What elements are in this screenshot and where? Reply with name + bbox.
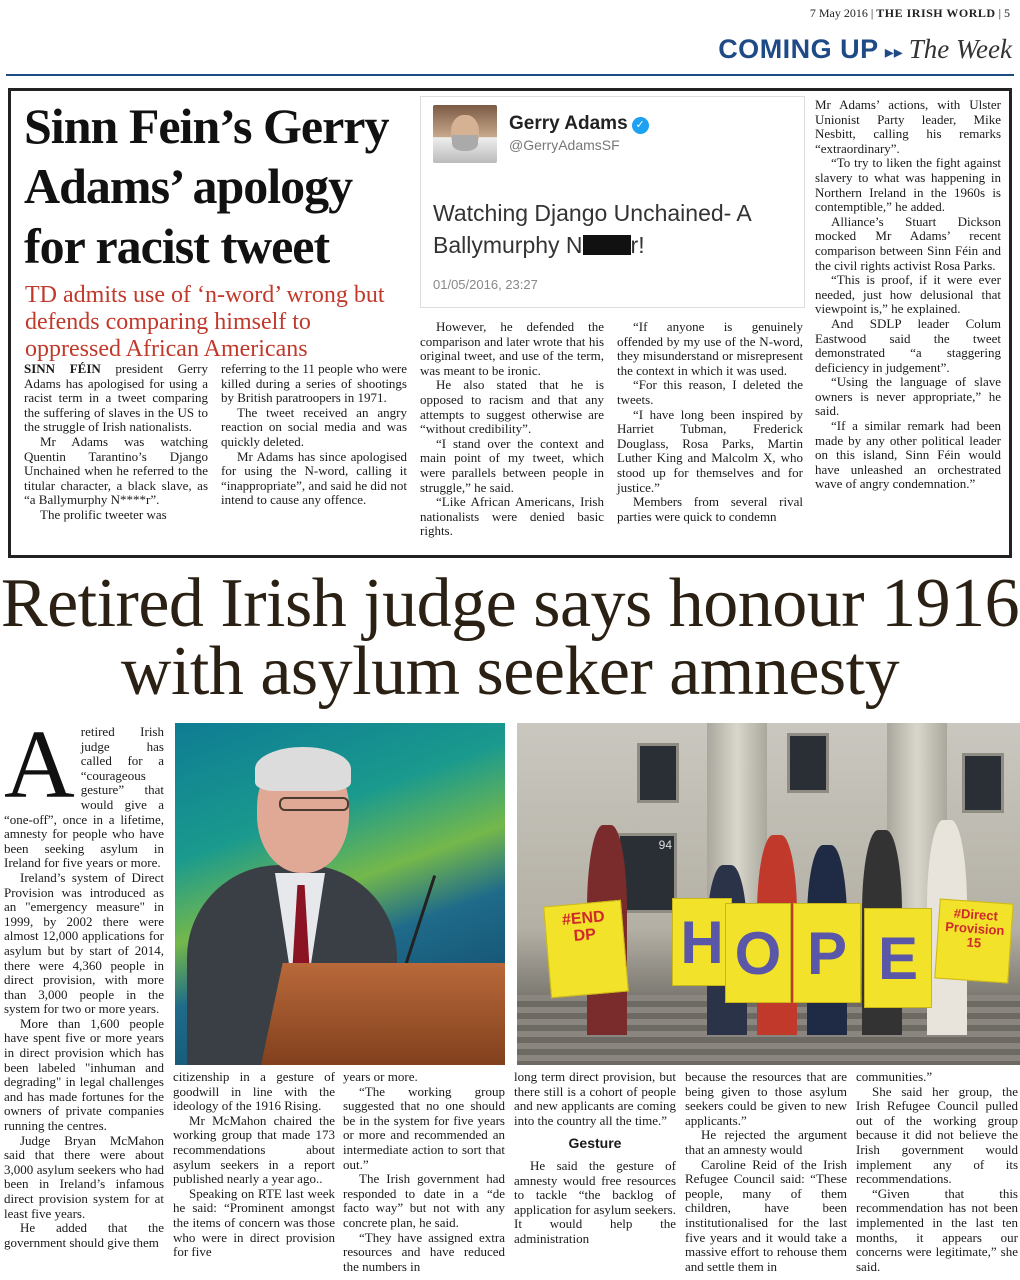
story2-col4-p1: long term direct provision, but there still is a cohort of people and new applicants are coming into the country all the time.” xyxy=(514,1069,676,1128)
story1-col1 xyxy=(24,362,208,523)
story2-col5-p3: Caroline Reid of the Irish Refugee Council said: “These people, many of them children, have been institutionalised for the last five years and it would take a massive effort to rehouse them and settle them in xyxy=(685,1156,847,1274)
story1-col5-p2: “To try to liken the fight against slavery to what was happening in Northern Ireland in the 1960s is contemptible,” he added. xyxy=(815,155,1001,215)
story1-col2-p1: referring to the 11 people who were killed during a series of shootings by British paratroopers in 1971. xyxy=(221,361,407,406)
page-number: 5 xyxy=(1004,6,1010,20)
story1-headline: Sinn Fein’s Gerry Adams’ apology for racist tweet xyxy=(24,98,389,274)
story2-col6-p1: communities.” xyxy=(856,1069,933,1084)
double-arrow-icon: ▸▸ xyxy=(884,42,903,63)
story1-col5 xyxy=(815,98,1001,492)
story1-col4 xyxy=(617,320,803,524)
story1-col1-p3: The prolific tweeter was xyxy=(40,506,167,522)
tweet-card xyxy=(420,96,805,308)
story2-col2-p1: citizenship in a gesture of goodwill in line with the ideology of the 1916 Rising. xyxy=(173,1069,335,1114)
story2-col6 xyxy=(856,1070,1018,1274)
story1-col5-p6: “Using the language of slave owners is never appropriate,” he said. xyxy=(815,374,1001,419)
gesture-subhead: Gesture xyxy=(568,1135,622,1152)
story1-col1-p1: SINN FÉIN president Gerry Adams has apologised for using a racist term in a tweet comparing the suffering of slaves in the US to the struggle of Irish nationalists. xyxy=(24,361,209,435)
story1-col2-p3: Mr Adams has since apologised for using the N-word, calling it “inappropriate”, and said he did not intend to cause any offence. xyxy=(221,448,407,508)
folio: 7 May 2016 | THE IRISH WORLD | 5 xyxy=(809,6,1010,20)
story1-col5-p5: And SDLP leader Colum Eastwood said the tweet demonstrated “a staggering deficiency in judgement”. xyxy=(815,315,1001,375)
story2-col6-p3: “Given that this recommendation has not been implemented in the last ten months, it appears our concerns were legitimate,” she said. xyxy=(856,1185,1018,1274)
story2-headline: Retired Irish judge says honour 1916 with asylum seeker amnesty xyxy=(0,565,1020,710)
story1-subhead: TD admits use of ‘n-word’ wrong but defends comparing himself to oppressed African Americans xyxy=(25,282,385,362)
story1-col5-p3: Alliance’s Stuart Dickson mocked Mr Adams’ recent comparison between Sinn Féin and the civil rights activist Rosa Parks. xyxy=(815,213,1001,273)
story2-col2-p2: Mr McMahon chaired the working group that made 173 recommendations about asylum seekers in a report published nearly a year ago.. xyxy=(173,1112,335,1187)
sign-letter-e: E xyxy=(864,908,932,1008)
story2-col3-p2: “The working group suggested that no one should be in the system for five years or more and recommended an intermediate action to sort that out.” xyxy=(343,1083,505,1172)
judge-photo xyxy=(175,723,505,1065)
sign-letter-o: O xyxy=(725,903,791,1003)
story2-col3-p3: The Irish government had responded to date in a “de facto way” but not with any concrete plan, he said. xyxy=(343,1171,505,1230)
story2-col2-p3: Speaking on RTE last week he said: “Prominent amongst the items of concern was those who were in direct provision for five xyxy=(173,1185,335,1260)
story2-col4 xyxy=(514,1070,676,1247)
story2-col3-p4: “They have assigned extra resources and have reduced the numbers in xyxy=(343,1229,505,1274)
avatar xyxy=(433,105,497,163)
protest-photo xyxy=(517,723,1020,1065)
story2-col5-p2: He rejected the argument that an amnesty would xyxy=(685,1127,847,1157)
tweet-author: Gerry Adams ✓ xyxy=(509,113,649,135)
story1-col3-p3: “I stand over the context and main point of my tweet, which were parallels between people in struggle,” he said. xyxy=(420,435,604,495)
story1-col4-p3: “I have long been inspired by Harriet Tubman, Frederick Douglass, Rosa Parks, Martin Luther King and Malcolm X, who stood up for themselves and for justice.” xyxy=(617,406,803,495)
paper-name: THE IRISH WORLD xyxy=(876,6,996,20)
story2-col5 xyxy=(685,1070,847,1274)
story2-col3-p1: years or more. xyxy=(343,1069,418,1084)
story1-col3-p4: “Like African Americans, Irish nationalists were denied basic rights. xyxy=(420,494,604,539)
redaction-bar xyxy=(583,235,631,255)
section-header xyxy=(718,34,1012,65)
story2-col1-p2: Ireland’s system of Direct Provision was introduced as an "emergency measure" in 1999, by 2002 there were almost 12,000 applications for asylum but by start of 2014, there were 4,360 people in direct provision, with more than 3,000 people in the system for two or more years. xyxy=(4,869,164,1017)
sign-letter-p: P xyxy=(793,903,861,1003)
story1-col5-p1: Mr Adams’ actions, with Ulster Unionist Party leader, Mike Nesbitt, calling his remarks “extraordinary”. xyxy=(815,97,1001,156)
story1-col4-p1: “If anyone is genuinely offended by my use of the N-word, they misunderstand or misrepresent the context in which it was used. xyxy=(617,319,803,378)
story2-col5-p1: because the resources that are being given to those asylum seekers could be given to new applicants.” xyxy=(685,1069,847,1128)
tweet-text: Watching Django Unchained- A Ballymurphy N r! xyxy=(433,200,751,258)
story2-col2 xyxy=(173,1070,335,1260)
drop-cap: A xyxy=(4,711,75,819)
story1-col2-p2: The tweet received an angry reaction on social media and was quickly deleted. xyxy=(221,404,407,449)
story2-col6-p2: She said her group, the Irish Refugee Council pulled out of the working group because it did not believe the Irish government would implement any of its recommendations. xyxy=(856,1083,1018,1187)
story2-col1-p5: He added that the government should give them xyxy=(4,1220,164,1250)
sign-end-dp: #END DP xyxy=(543,900,629,998)
tweet-handle: @GerryAdamsSF xyxy=(509,137,620,153)
story1-col2 xyxy=(221,362,407,508)
story1-col1-p2: Mr Adams was watching Quentin Tarantino’s Django Unchained when he referred to the titular character, a black slave, as “a Ballymurphy N****r”. xyxy=(24,433,208,508)
story1-col5-p4: “This is proof, if it were ever needed, just how delusional that viewpoint is,” he explained. xyxy=(815,272,1001,317)
sign-letter-h: H xyxy=(672,898,732,986)
story2-col1-p4: Judge Bryan McMahon said that there were about 3,000 asylum seekers who had been in Ireland’s infamous direct provision system for at least five years. xyxy=(4,1132,164,1221)
section-title: COMING UP xyxy=(718,34,879,64)
header-rule xyxy=(6,74,1014,76)
story2-col3 xyxy=(343,1070,505,1274)
story1-col5-p7: “If a similar remark had been made by any other political leader on this island, Sinn Féin would have unleashed an orchestrated wave of angry condemnation.” xyxy=(815,418,1001,492)
story2-col1-p1: Aretired Irish judge has called for a “courageous gesture” that would give a “one-off”, once in a lifetime, amnesty for people who have been seeking asylum in Ireland for five years or more. xyxy=(4,711,164,871)
story1-col4-p2: “For this reason, I deleted the tweets. xyxy=(617,377,803,407)
tweet-timestamp: 01/05/2016, 23:27 xyxy=(433,277,538,292)
building-number: 94 xyxy=(617,833,677,913)
lead-word: SINN FÉIN xyxy=(24,361,101,376)
story2-col4-p2: He said the gesture of amnesty would free resources to tackle “the backlog of application for asylum seekers. It would help the administration xyxy=(514,1157,676,1246)
story1-col3 xyxy=(420,320,604,539)
story1-col3-p2: He also stated that he is opposed to racism and that any attempts to suggest otherwise are “without credibility”. xyxy=(420,377,604,437)
issue-date: 7 May 2016 xyxy=(809,6,868,20)
section-subtitle: The Week xyxy=(908,34,1012,64)
story2-col1-p3: More than 1,600 people have spent five or more years in direct provision which has been labeled "inhuman and degrading" in legal challenges and has made fortunes for the owners of private companies running the centres. xyxy=(4,1015,164,1134)
story2-col1 xyxy=(4,711,164,1250)
story1-col3-p1: However, he defended the comparison and later wrote that his original tweet, and use of the term, was meant to be ironic. xyxy=(420,319,604,378)
story1-col4-p4: Members from several rival parties were quick to condemn xyxy=(617,494,803,524)
verified-badge-icon: ✓ xyxy=(632,117,649,134)
sign-direct-provision: #Direct Provision 15 xyxy=(934,899,1013,984)
